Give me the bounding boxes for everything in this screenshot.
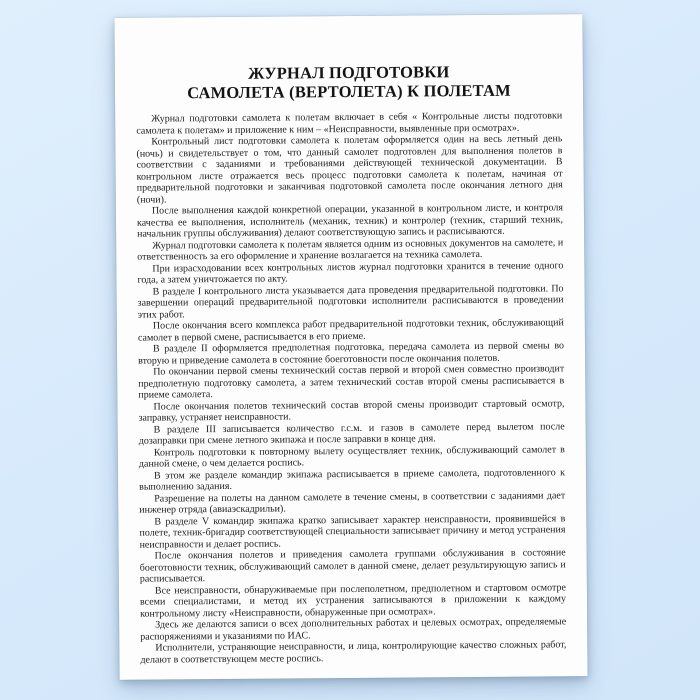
paragraph: После окончания полетов технический состав второй смены производит стартовый осмотр, заправку, устраняет неисправности. — [138, 397, 565, 424]
paragraph: В этом же разделе командир экипажа расписывается в приеме самолета, подготовленного к выполнению задания. — [139, 466, 566, 493]
paragraph: Разрешение на полеты на данном самолете в течение смены, в соответствии с заданиями дает инженер отряда (авиаэскадрильи). — [139, 489, 566, 516]
paragraph: В разделе V командир экипажа кратко записывает характер неисправности, проявившейся в полете, техник-бригадир соответствующей специальности записывает причину и метод устранения неисправности и делает роспись. — [139, 512, 566, 551]
document-title-line2: САМОЛЕТА (ВЕРТОЛЕТА) К ПОЛЕТАМ — [187, 80, 511, 103]
paragraph: Контрольный лист подготовки самолета к полетам оформляется один на весь летный день (ночь) и свидетельствует о том, что данный самолет подготовлен для выполнения полетов в соответствии с заданиями и требованиями действующей технической документации. В контрольном листе отражается весь процесс подготовки самолета к полетам, начиная от предварительной подготовки и заканчивая подготовкой самолета после окончания летного дня (ночи). — [136, 133, 563, 206]
paragraph: В разделе I контрольного листа указывается дата проведения предварительной подготовки. По завершении операций предварительной подготовки исполнители расписываются в проведении этих работ. — [137, 282, 564, 321]
paragraph: Исполнители, устраняющие неисправности, и лица, контролирующие качество сложных работ, делают в соответствующем месте роспись. — [140, 639, 567, 666]
document-body — [136, 110, 566, 665]
paragraph: После выполнения каждой конкретной операции, указанной в контрольном листе, и контроля качества ее выполнения, исполнитель (механик, техник) и контролер (техник, старший техник, начальник группы обслуживания) делают соответствующую запись и расписываются. — [136, 202, 564, 240]
paragraph: Журнал подготовки самолета к полетам является одним из основных документов на самолете, и ответственность за его оформление и хранение возлагается на техника самолета. — [137, 236, 564, 263]
paragraph: После окончания полетов и приведения самолета группами обслуживания в состояние боеготовности техник, обслуживающий самолет в данной смене, делает результирующую запись и расписывается. — [139, 547, 566, 585]
paragraph: При израсходовании всех контрольных листов журнал подготовки хранится в течение одного года, а затем уничтожается по акту. — [137, 259, 564, 286]
paragraph: Контроль подготовки к повторному вылету осуществляет техник, обслуживающий самолет в данной смене, о чем делается роспись. — [138, 443, 565, 470]
document-page — [114, 14, 587, 680]
paragraph: Все неисправности, обнаруживаемые при послеполетном, предполетном и стартовом осмотре всеми специалистами, и метод их устранения записываются в приложении к каждому контрольному листу «Неисправности, обнаруженные при осмотрах». — [139, 581, 567, 620]
document-title-line1: ЖУРНАЛ ПОДГОТОВКИ — [248, 62, 450, 83]
paragraph: Журнал подготовки самолета к полетам включает в себя « Контрольные листы подготовки самолета к полетам» и приложение к ним – «Неисправности, выявленные при осмотрах». — [136, 110, 563, 137]
paragraph: В разделе III записывается количество г.с.м. и газов в самолете перед вылетом после дозаправки при смене летного экипажа и после заправки в конце дня. — [138, 420, 565, 447]
paragraph: В разделе II оформляется предполетная подготовка, передача самолета из первой смены во вторую и приведение самолета в состояние боеготовности после окончания полетов. — [138, 340, 565, 367]
paragraph: Здесь же делаются записи о всех дополнительных работах и целевых осмотрах, определяемые распоряжениями и указаниями по ИАС. — [140, 616, 567, 643]
paragraph: По окончании первой смены технический состав первой и второй смен совместно производит предполетную подготовку самолета, а затем технический состав второй смены расписывается в приеме самолета. — [138, 363, 565, 401]
document-title — [136, 61, 562, 102]
paragraph: После окончания всего комплекса работ предварительной подготовки техник, обслуживающий самолет в первой смене, расписывается в его приеме. — [137, 317, 564, 344]
